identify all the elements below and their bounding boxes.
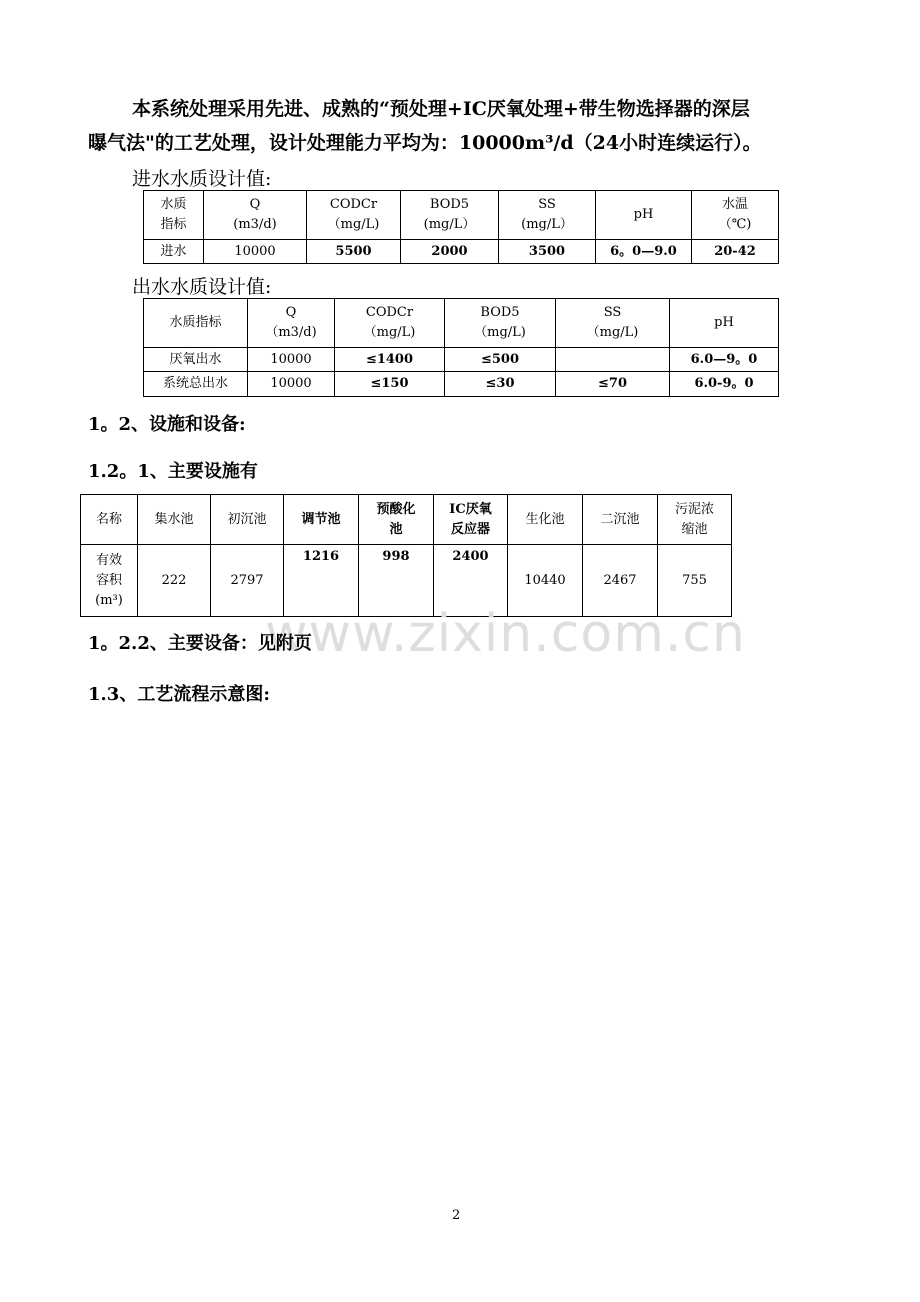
facility-name-cell: 二沉池 xyxy=(583,495,658,545)
inlet-table xyxy=(143,190,779,264)
inlet-header-cell: 水温 （℃) xyxy=(692,191,779,240)
inlet-header-row xyxy=(144,191,779,240)
inlet-header-cell: CODCr （mg/L) xyxy=(307,191,401,240)
table-cell: 6。0—9.0 xyxy=(596,240,692,264)
facility-volume-cell: 2400 xyxy=(434,545,508,617)
facility-name-cell: 初沉池 xyxy=(211,495,284,545)
section-heading-1-2-2: 1。2.2、主要设备：见附页 xyxy=(88,633,312,654)
inlet-header-cell: pH xyxy=(596,191,692,240)
inlet-data-row xyxy=(144,240,779,264)
facilities-name-label: 名称 xyxy=(81,495,138,545)
table-cell: 20-42 xyxy=(692,240,779,264)
facility-volume-cell: 222 xyxy=(138,545,211,617)
outlet-header-cell: Q （m3/d) xyxy=(248,299,335,348)
table-cell: 3500 xyxy=(499,240,596,264)
section-heading-1-3: 1.3、工艺流程示意图: xyxy=(88,684,270,705)
outlet-header-cell: BOD5 （mg/L) xyxy=(445,299,556,348)
section-heading-1-2: 1。2、设施和设备: xyxy=(88,414,246,435)
inlet-header-cell: 水质 指标 xyxy=(144,191,204,240)
outlet-header-cell: CODCr （mg/L) xyxy=(335,299,445,348)
outlet-caption: 出水水质设计值: xyxy=(132,276,272,298)
page-number: 2 xyxy=(452,1208,461,1223)
watermark: www.zixin.com.cn xyxy=(265,604,746,664)
table-cell: 系统总出水 xyxy=(144,372,248,397)
outlet-data-row xyxy=(144,372,779,397)
outlet-data-row xyxy=(144,348,779,372)
intro-line-1: 本系统处理采用先进、成熟的“预处理+IC厌氧处理+带生物选择器的深层 xyxy=(132,98,750,120)
facility-volume-cell: 998 xyxy=(359,545,434,617)
outlet-table xyxy=(143,298,779,397)
outlet-header-cell: 水质指标 xyxy=(144,299,248,348)
table-cell xyxy=(556,348,670,372)
outlet-header-cell: pH xyxy=(670,299,779,348)
table-cell: ≤70 xyxy=(556,372,670,397)
facility-name-cell: 预酸化 池 xyxy=(359,495,434,545)
facility-volume-cell: 10440 xyxy=(508,545,583,617)
table-cell: 10000 xyxy=(248,372,335,397)
outlet-header-row xyxy=(144,299,779,348)
table-cell: 10000 xyxy=(204,240,307,264)
table-cell: 6.0-9。0 xyxy=(670,372,779,397)
table-cell: 2000 xyxy=(401,240,499,264)
facility-volume-cell: 2467 xyxy=(583,545,658,617)
table-cell: 进水 xyxy=(144,240,204,264)
table-cell: 6.0—9。0 xyxy=(670,348,779,372)
facility-name-cell: IC厌氧 反应器 xyxy=(434,495,508,545)
inlet-header-cell: BOD5 (mg/L） xyxy=(401,191,499,240)
outlet-header-cell: SS （mg/L) xyxy=(556,299,670,348)
inlet-caption: 进水水质设计值: xyxy=(132,168,272,190)
table-cell: 厌氧出水 xyxy=(144,348,248,372)
facility-name-cell: 调节池 xyxy=(284,495,359,545)
intro-paragraph xyxy=(88,92,848,160)
inlet-header-cell: Q (m3/d) xyxy=(204,191,307,240)
facility-name-cell: 生化池 xyxy=(508,495,583,545)
table-cell: ≤150 xyxy=(335,372,445,397)
intro-line-2: 曝气法"的工艺处理，设计处理能力平均为：10000m³/d（24小时连续运行）。 xyxy=(88,132,762,154)
facility-volume-cell: 755 xyxy=(658,545,732,617)
table-cell: 10000 xyxy=(248,348,335,372)
section-heading-1-2-1: 1.2。1、主要设施有 xyxy=(88,461,258,482)
inlet-header-cell: SS (mg/L） xyxy=(499,191,596,240)
facility-name-cell: 污泥浓 缩池 xyxy=(658,495,732,545)
facility-name-cell: 集水池 xyxy=(138,495,211,545)
table-cell: ≤1400 xyxy=(335,348,445,372)
table-cell: 5500 xyxy=(307,240,401,264)
table-cell: ≤30 xyxy=(445,372,556,397)
facilities-volume-label: 有效 容积 (m³) xyxy=(81,545,138,617)
facility-volume-cell: 2797 xyxy=(211,545,284,617)
facility-volume-cell: 1216 xyxy=(284,545,359,617)
facilities-name-row xyxy=(81,495,732,545)
facilities-table xyxy=(80,494,732,617)
table-cell: ≤500 xyxy=(445,348,556,372)
